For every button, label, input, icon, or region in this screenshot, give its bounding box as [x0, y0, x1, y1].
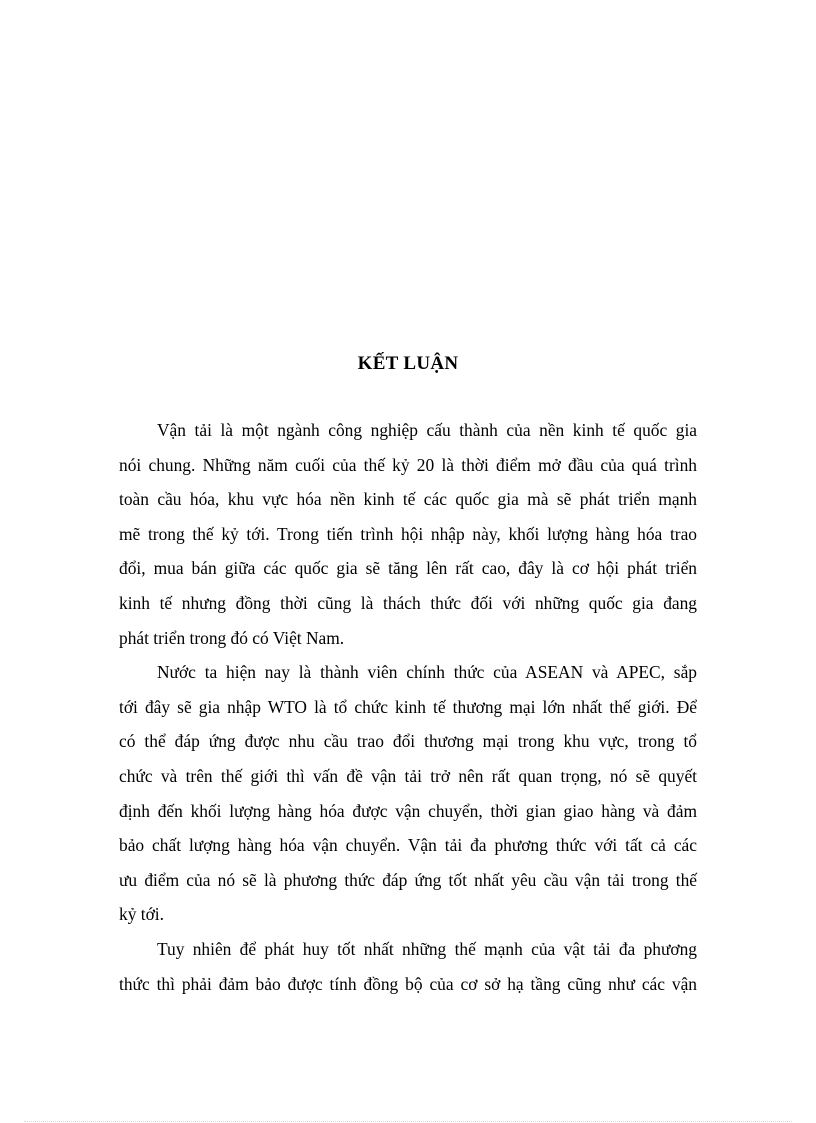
- text-line: mẽ trong thế kỷ tới. Trong tiến trình hội nhập này, khối lượng hàng hóa trao: [119, 523, 697, 544]
- page-bottom-divider: [24, 1121, 792, 1122]
- paragraph-2: [119, 655, 697, 932]
- text-line: toàn cầu hóa, khu vực hóa nền kinh tế các quốc gia mà sẽ phát triển mạnh: [119, 489, 697, 510]
- text-line: Nước ta hiện nay là thành viên chính thức của ASEAN và APEC, sắp: [157, 662, 697, 683]
- text-line: tới đây sẽ gia nhập WTO là tổ chức kinh tế thương mại lớn nhất thế giới. Để: [119, 696, 697, 717]
- text-line: Vận tải là một ngành công nghiệp cấu thành của nền kinh tế quốc gia: [157, 420, 697, 440]
- text-line: Tuy nhiên để phát huy tốt nhất những thế mạnh của vật tải đa phương: [157, 938, 697, 959]
- text-line: bảo chất lượng hàng hóa vận chuyển. Vận tải đa phương thức với tất cả các: [119, 835, 697, 856]
- document-body: [119, 413, 697, 1001]
- page-title: KẾT LUẬN: [357, 353, 459, 374]
- text-line: kỷ tới.: [119, 904, 164, 925]
- text-line: kinh tế nhưng đồng thời cũng là thách thức đối với những quốc gia đang: [119, 592, 697, 613]
- text-line: nói chung. Những năm cuối của thế kỷ 20 là thời điểm mở đầu của quá trình: [119, 454, 697, 475]
- paragraph-3: [119, 932, 697, 1001]
- paragraph-1: [119, 413, 697, 655]
- text-line: đổi, mua bán giữa các quốc gia sẽ tăng lên rất cao, đây là cơ hội phát triển: [119, 558, 697, 579]
- text-line: có thể đáp ứng được nhu cầu trao đổi thương mại trong khu vực, trong tổ: [119, 731, 697, 752]
- text-line: chức và trên thế giới thì vấn đề vận tải trở nên rất quan trọng, nó sẽ quyết: [119, 765, 697, 786]
- text-line: thức thì phải đảm bảo được tính đồng bộ của cơ sở hạ tầng cũng như các vận: [119, 973, 697, 994]
- text-line: ưu điểm của nó sẽ là phương thức đáp ứng tốt nhất yêu cầu vận tải trong thế: [119, 869, 697, 890]
- text-line: phát triển trong đó có Việt Nam.: [119, 627, 345, 648]
- text-line: định đến khối lượng hàng hóa được vận chuyển, thời gian giao hàng và đảm: [119, 800, 697, 821]
